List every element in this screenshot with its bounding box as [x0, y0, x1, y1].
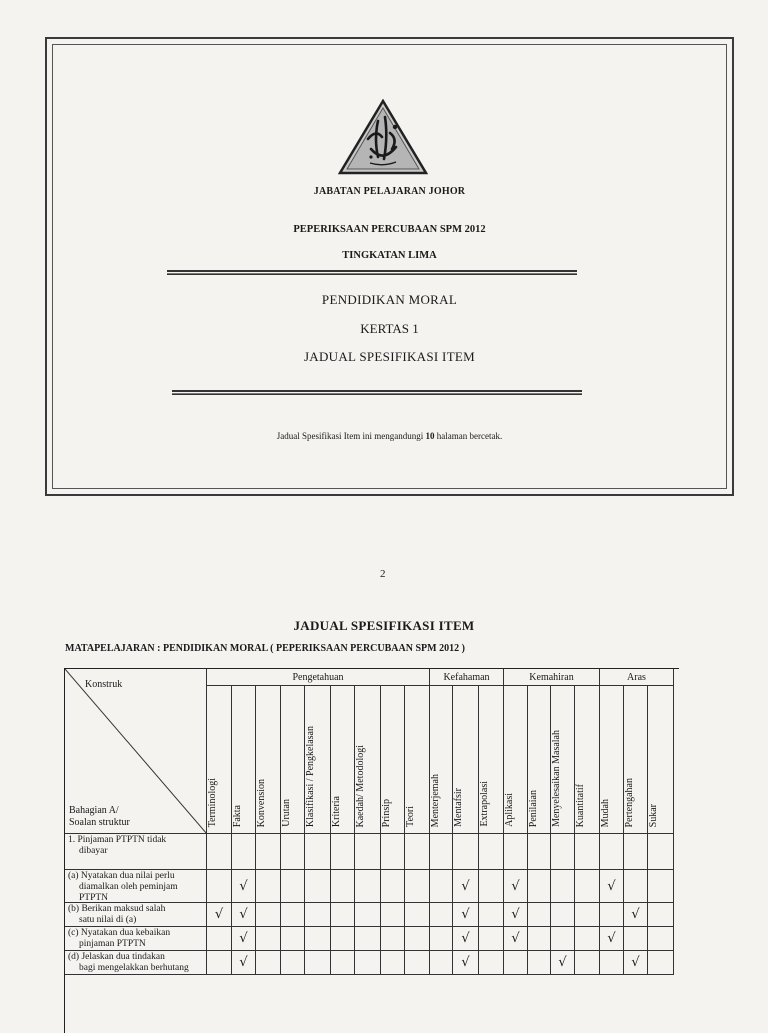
table-cell [600, 870, 624, 903]
state-emblem-logo [338, 99, 428, 175]
table-cell [430, 870, 453, 903]
table-cell [504, 951, 528, 975]
form-level: TINGKATAN LIMA [342, 250, 437, 261]
tick-mark: √ [511, 907, 520, 922]
table-cell [624, 834, 648, 870]
tick-mark: √ [607, 931, 616, 946]
table-cell [430, 834, 453, 870]
table-cell [355, 834, 381, 870]
table-cell [648, 927, 674, 951]
table-cell [453, 834, 479, 870]
table-cell [430, 903, 453, 927]
row-label-line: 1. Pinjaman PTPTN tidak [68, 835, 167, 845]
column-header-label: Konvension [256, 778, 267, 827]
column-header [528, 686, 551, 834]
divider-rule [172, 390, 582, 395]
column-header-label: Terminologi [207, 777, 218, 827]
table-cell [405, 834, 430, 870]
column-header-label: Kuantitatif [575, 783, 586, 827]
column-header-label: Urutan [281, 799, 292, 827]
table-cell [453, 927, 479, 951]
column-header [381, 686, 405, 834]
column-header [479, 686, 504, 834]
table-cell [575, 903, 600, 927]
table-cell [528, 834, 551, 870]
table-cell [256, 834, 281, 870]
bahagian-line-2: Soalan struktur [69, 817, 130, 828]
table-cell [355, 870, 381, 903]
konstruk-label: Konstruk [85, 679, 123, 690]
table-cell [405, 903, 430, 927]
table-cell [551, 834, 575, 870]
row-label [65, 870, 207, 903]
table-cell [453, 951, 479, 975]
tick-mark: √ [461, 907, 470, 922]
column-header-label: Extrapolasi [479, 781, 490, 827]
row-label-line: (d) Jelaskan dua tindakan [68, 952, 165, 962]
table-cell [479, 927, 504, 951]
group-header-pengetahuan: Pengetahuan [207, 669, 430, 686]
column-header-label: Kriteria [331, 795, 342, 827]
table-cell [281, 870, 305, 903]
document-title: JADUAL SPESIFIKASI ITEM [303, 349, 476, 364]
table-cell [381, 951, 405, 975]
table-cell [648, 903, 674, 927]
table-cell [479, 903, 504, 927]
table-cell [648, 870, 674, 903]
page-number: 2 [380, 568, 386, 580]
table-cell [624, 870, 648, 903]
table-cell [600, 903, 624, 927]
table-cell [430, 951, 453, 975]
tick-mark: √ [631, 955, 640, 970]
table-cell [648, 951, 674, 975]
row-label [65, 951, 207, 975]
table-page-title: JADUAL SPESIFIKASI ITEM [293, 618, 475, 633]
column-header-label: Mudah [600, 798, 611, 827]
tick-mark: √ [239, 931, 248, 946]
table-cell [551, 903, 575, 927]
column-header-label: Klasifikasi / Pengkelasan [305, 725, 316, 827]
column-header-label: Prinsip [381, 798, 392, 827]
column-header [207, 686, 232, 834]
table-cell [405, 870, 430, 903]
table-cell [232, 927, 256, 951]
table-cell [575, 951, 600, 975]
page-count-note: Jadual Spesifikasi Item ini mengandungi 10 halaman bercetak. [276, 431, 503, 441]
row-label [65, 834, 207, 870]
tick-mark: √ [214, 907, 224, 922]
column-header [430, 686, 453, 834]
table-cell [504, 903, 528, 927]
divider-rule [167, 270, 577, 275]
tick-mark: √ [461, 955, 470, 970]
table-cell [355, 951, 381, 975]
column-header-label: Penilaian [528, 789, 539, 827]
row-label-line: PTPTN [79, 893, 109, 903]
table-cell [575, 870, 600, 903]
table-cell [207, 870, 232, 903]
table-cell [528, 927, 551, 951]
tick-mark: √ [461, 878, 470, 894]
row-label-line: (c) Nyatakan dua kebaikan [68, 928, 171, 938]
column-header-label: Mentafsir [453, 788, 464, 827]
row-label [65, 903, 207, 927]
bahagian-line-1: Bahagian A/ [69, 805, 119, 816]
column-header-label: Pertengahan [624, 777, 635, 827]
subject-title: PENDIDIKAN MORAL [321, 292, 458, 307]
column-header-label: Teori [405, 806, 416, 827]
tick-mark: √ [607, 878, 616, 894]
table-cell [453, 903, 479, 927]
column-header [405, 686, 430, 834]
row-label-line: (b) Berikan maksud salah [68, 904, 166, 914]
table-cell [305, 870, 331, 903]
table-cell [381, 903, 405, 927]
column-header [453, 686, 479, 834]
department-name: JABATAN PELAJARAN JOHOR [313, 186, 466, 197]
table-cell [479, 870, 504, 903]
column-header [504, 686, 528, 834]
table-cell [624, 951, 648, 975]
table-cell [528, 951, 551, 975]
table-cell [381, 870, 405, 903]
table-cell [207, 834, 232, 870]
table-cell [207, 903, 232, 927]
table-cell [405, 951, 430, 975]
table-cell [355, 903, 381, 927]
table-cell [504, 834, 528, 870]
column-header [331, 686, 355, 834]
table-cell [331, 927, 355, 951]
table-cell [624, 903, 648, 927]
table-cell [256, 870, 281, 903]
paper-title: KERTAS 1 [360, 321, 419, 336]
table-cell [256, 927, 281, 951]
row-label-line: (a) Nyatakan dua nilai perlu [68, 871, 175, 881]
konstruk-corner-cell [65, 669, 207, 834]
table-cell [355, 927, 381, 951]
table-cell [305, 903, 331, 927]
column-header [256, 686, 281, 834]
table-cell [600, 951, 624, 975]
table-cell [453, 870, 479, 903]
subject-line: MATAPELAJARAN : PENDIDIKAN MORAL ( PEPERIKSAAN PERCUBAAN SPM 2012 ) [65, 643, 465, 654]
row-label-line: dibayar [79, 846, 108, 856]
tick-mark: √ [511, 931, 520, 946]
table-cell [207, 927, 232, 951]
table-cell [381, 834, 405, 870]
table-cell [551, 927, 575, 951]
table-cell [331, 951, 355, 975]
table-cell [256, 903, 281, 927]
column-header [355, 686, 381, 834]
table-cell [600, 927, 624, 951]
table-cell [528, 870, 551, 903]
table-cell [281, 927, 305, 951]
row-label [65, 927, 207, 951]
tick-mark: √ [511, 878, 520, 894]
table-cell [281, 834, 305, 870]
column-header-label: Kaedah/ Metodologi [355, 744, 366, 827]
column-header [600, 686, 624, 834]
tick-mark: √ [461, 931, 470, 946]
column-header-label: Menyelesaikan Masalah [551, 730, 562, 827]
table-cell [232, 903, 256, 927]
column-header-label: Menterjemah [430, 773, 441, 827]
row-label-line: bagi mengelakkan berhutang [79, 963, 189, 973]
table-cell [504, 927, 528, 951]
table-cell [430, 927, 453, 951]
table-cell [528, 903, 551, 927]
column-header-label: Fakta [232, 804, 243, 827]
column-header [232, 686, 256, 834]
group-header-aras: Aras [600, 669, 674, 686]
tick-mark: √ [239, 907, 248, 922]
table-cell [305, 834, 331, 870]
table-cell [381, 927, 405, 951]
table-cell [551, 951, 575, 975]
tick-mark: √ [631, 907, 640, 922]
column-header [624, 686, 648, 834]
table-cell [648, 834, 674, 870]
column-header [551, 686, 575, 834]
table-cell [305, 951, 331, 975]
row-label-line: diamalkan oleh peminjam [79, 882, 178, 892]
bahagian-label [69, 805, 130, 829]
tick-mark: √ [239, 955, 248, 970]
table-cell [331, 834, 355, 870]
table-cell [504, 870, 528, 903]
row-label-line: satu nilai di (a) [79, 915, 137, 925]
tick-mark: √ [558, 955, 567, 970]
column-header-label: Sukar [648, 803, 659, 827]
table-cell [551, 870, 575, 903]
table-cell [575, 927, 600, 951]
table-cell [305, 927, 331, 951]
table-cell [331, 903, 355, 927]
table-cell [479, 951, 504, 975]
table-cell [207, 951, 232, 975]
exam-name: PEPERIKSAAN PERCUBAAN SPM 2012 [293, 224, 486, 235]
table-cell [405, 927, 430, 951]
table-cell [624, 927, 648, 951]
specification-table [64, 668, 679, 1033]
table-cell [281, 951, 305, 975]
column-header-label: Aplikasi [504, 793, 515, 827]
column-header [281, 686, 305, 834]
table-cell [256, 951, 281, 975]
table-cell [479, 834, 504, 870]
column-header [648, 686, 674, 834]
table-cell [281, 903, 305, 927]
group-header-kefahaman: Kefahaman [430, 669, 504, 686]
table-cell [600, 834, 624, 870]
table-cell [232, 951, 256, 975]
tick-mark: √ [239, 878, 248, 894]
table-cell [331, 870, 355, 903]
column-header [305, 686, 331, 834]
table-cell [232, 870, 256, 903]
table-cell [232, 834, 256, 870]
row-label-line: pinjaman PTPTN [79, 939, 146, 949]
group-header-kemahiran: Kemahiran [504, 669, 600, 686]
column-header [575, 686, 600, 834]
table-cell [575, 834, 600, 870]
